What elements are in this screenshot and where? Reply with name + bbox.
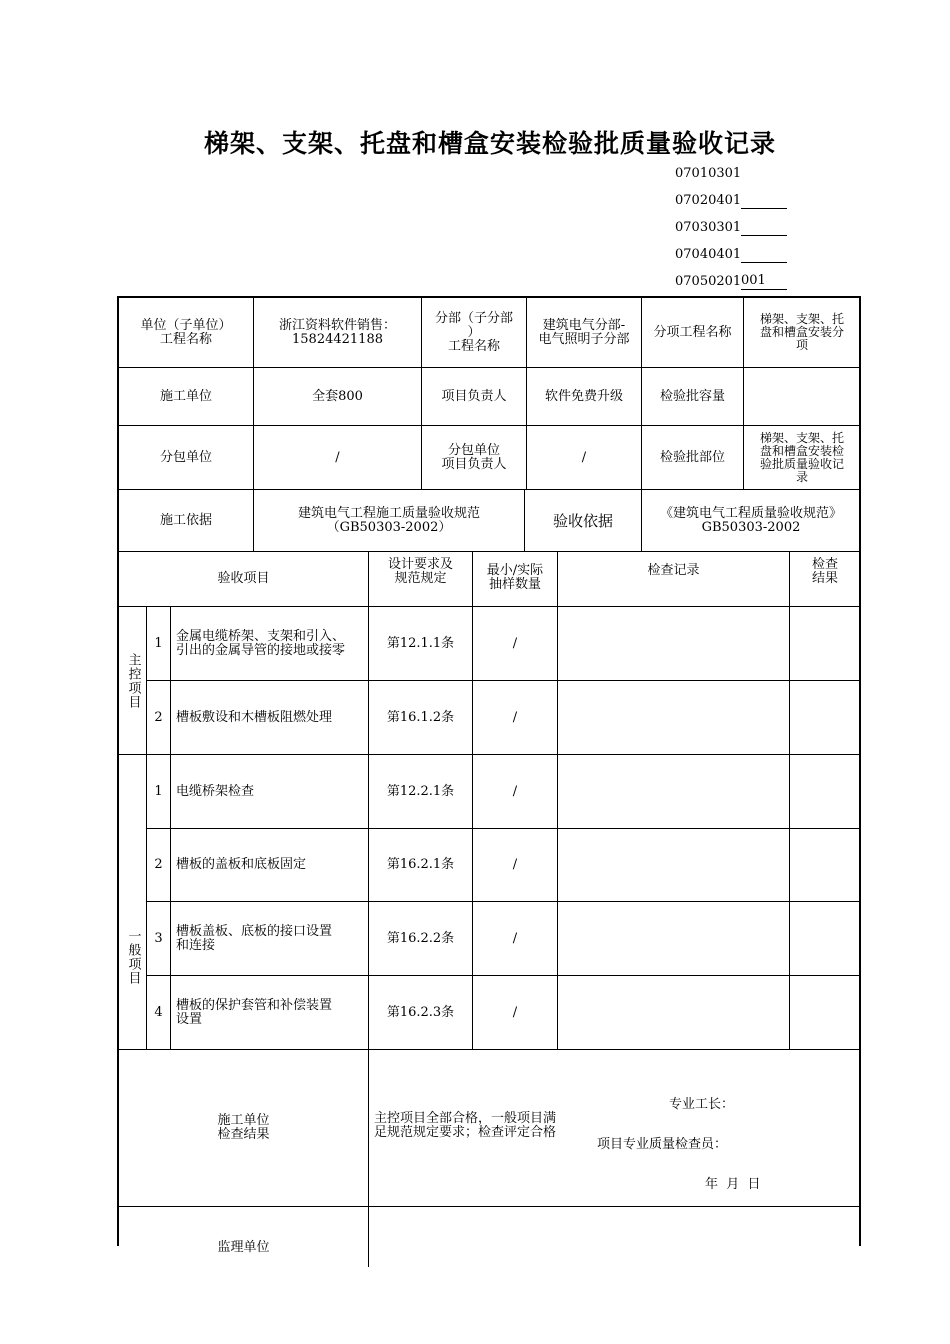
general-group-label (119, 755, 147, 1050)
general-item-no: 1 (147, 755, 171, 829)
subcontractor-value[interactable]: / (254, 426, 422, 490)
general-item-record[interactable] (558, 829, 790, 902)
main-item-record[interactable] (558, 607, 790, 681)
contractor-label: 施工单位 (119, 368, 254, 426)
general-item-name: 槽板的保护套管和补偿装置 设置 (171, 976, 369, 1050)
check-date[interactable]: 年 月 日 (705, 1177, 761, 1192)
main-item-clause: 第16.1.2条 (369, 681, 473, 755)
general-item-sample[interactable]: / (473, 976, 558, 1050)
general-item-clause: 第16.2.2条 (369, 902, 473, 976)
main-item-clause: 第12.1.1条 (369, 607, 473, 681)
sub-pm-label: 分包单位 项目负责人 (422, 426, 527, 490)
division-value[interactable]: 建筑电气分部- 电气照明子分部 (527, 298, 642, 368)
foreman-label: 专业工长： (669, 1097, 735, 1112)
part-value[interactable]: 梯架、支架、托 盘和槽盒安装检 验批质量验收记 录 (744, 426, 860, 490)
accept-value[interactable]: 《建筑电气工程质量验收规范》 GB50303-2002 (642, 490, 860, 552)
general-item-result[interactable] (790, 976, 860, 1050)
general-item-record[interactable] (558, 755, 790, 829)
pm-label: 项目负责人 (422, 368, 527, 426)
general-item-record[interactable] (558, 902, 790, 976)
main-group-label (119, 607, 147, 755)
subitem-label: 分项工程名称 (642, 298, 744, 368)
basis-label: 施工依据 (119, 490, 254, 552)
check-area (369, 1050, 860, 1207)
check-label: 施工单位 检查结果 (119, 1050, 369, 1207)
general-item-name: 槽板盖板、底板的接口设置 和连接 (171, 902, 369, 976)
col-item: 验收项目 (119, 552, 369, 607)
sub-pm-value[interactable]: / (527, 426, 642, 490)
general-item-name: 电缆桥架检查 (171, 755, 369, 829)
main-item-no: 1 (147, 607, 171, 681)
general-item-result[interactable] (790, 755, 860, 829)
general-item-clause: 第12.2.1条 (369, 755, 473, 829)
check-conclusion[interactable]: 主控项目全部合格，一般项目满 足规范规定要求；检查评定合格 (374, 1111, 557, 1140)
main-item-name: 金属电缆桥架、支架和引入、 引出的金属导管的接地或接零 (171, 607, 369, 681)
page-title: 梯架、支架、托盘和槽盒安装检验批质量验收记录 (203, 129, 776, 158)
general-item-record[interactable] (558, 976, 790, 1050)
supervision-label: 监理单位 (119, 1207, 369, 1267)
pm-value[interactable]: 软件免费升级 (527, 368, 642, 426)
division-label: 分部（子分部 ） 工程名称 (422, 298, 527, 368)
unit-label: 单位（子单位） 工程名称 (119, 298, 254, 368)
capacity-value[interactable] (744, 368, 860, 426)
code-suffix-field[interactable]: 001 (741, 273, 787, 290)
code-row (675, 160, 787, 187)
general-item-name: 槽板的盖板和底板固定 (171, 829, 369, 902)
subcontractor-label: 分包单位 (119, 426, 254, 490)
main-item-sample[interactable]: / (473, 681, 558, 755)
contractor-value[interactable]: 全套800 (254, 368, 422, 426)
code-row (675, 241, 787, 268)
code-number: 07010301 (675, 166, 742, 181)
capacity-label: 检验批容量 (642, 368, 744, 426)
general-item-clause: 第16.2.1条 (369, 829, 473, 902)
main-item-name: 槽板敷设和木槽板阻燃处理 (171, 681, 369, 755)
general-item-sample[interactable]: / (473, 829, 558, 902)
general-item-no: 4 (147, 976, 171, 1050)
main-item-result[interactable] (790, 607, 860, 681)
main-item-record[interactable] (558, 681, 790, 755)
code-number: 07040401 (675, 247, 742, 262)
inspector-label: 项目专业质量检查员： (597, 1137, 728, 1152)
main-group-text: 主控项目 (125, 652, 141, 709)
general-item-sample[interactable]: / (473, 755, 558, 829)
general-item-no: 2 (147, 829, 171, 902)
supervision-area[interactable] (369, 1207, 860, 1267)
code-row (675, 268, 787, 295)
code-suffix-field[interactable] (741, 192, 787, 209)
general-item-clause: 第16.2.3条 (369, 976, 473, 1050)
part-label: 检验批部位 (642, 426, 744, 490)
inspection-form (117, 296, 861, 1255)
code-number: 07030301 (675, 220, 742, 235)
code-number: 07020401 (675, 193, 742, 208)
col-design: 设计要求及 规范规定 (369, 552, 473, 607)
general-item-sample[interactable]: / (473, 902, 558, 976)
general-group-text: 一般项目 (125, 929, 141, 985)
code-suffix-field[interactable] (741, 246, 787, 263)
code-row (675, 214, 787, 241)
code-suffix-field[interactable] (741, 219, 787, 236)
main-item-no: 2 (147, 681, 171, 755)
code-row (675, 187, 787, 214)
subitem-value[interactable]: 梯架、支架、托 盘和槽盒安装分 项 (744, 298, 860, 368)
code-list (675, 160, 787, 295)
code-number: 07050201 (675, 274, 742, 289)
col-record: 检查记录 (558, 552, 790, 607)
general-item-no: 3 (147, 902, 171, 976)
col-result: 检查 结果 (790, 552, 860, 607)
col-sample: 最小/实际 抽样数量 (473, 552, 558, 607)
main-item-sample[interactable]: / (473, 607, 558, 681)
general-item-result[interactable] (790, 829, 860, 902)
main-item-result[interactable] (790, 681, 860, 755)
general-item-result[interactable] (790, 902, 860, 976)
unit-value[interactable]: 浙江资料软件销售： 15824421188 (254, 298, 422, 368)
accept-label: 验收依据 (525, 490, 642, 552)
basis-value[interactable]: 建筑电气工程施工质量验收规范 （GB50303-2002） (254, 490, 525, 552)
